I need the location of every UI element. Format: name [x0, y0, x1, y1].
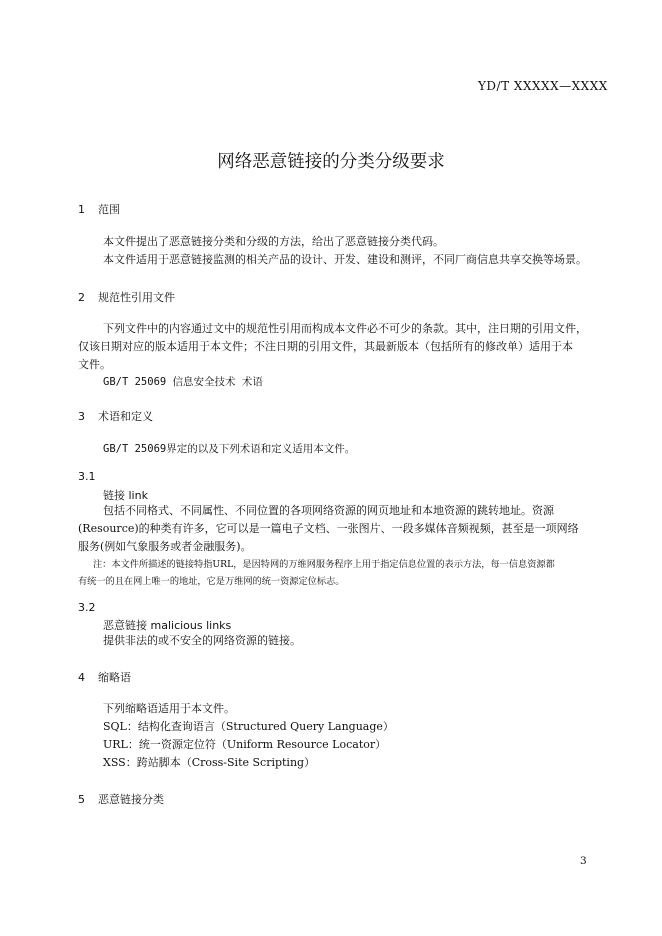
normative-reference: GB/T 25069 信息安全技术 术语 [103, 376, 263, 388]
note-line: 有统一的且在网上唯一的地址，它是万维网的统一资源定位标志。 [78, 576, 345, 587]
paragraph-line: 下列文件中的内容通过文中的规范性引用而构成本文件必不可少的条款。其中，注日期的引用文件， [103, 322, 587, 335]
term-number: 3.2 [78, 601, 96, 614]
section-4-heading [78, 669, 131, 685]
paragraph-line: 文件。 [78, 358, 111, 371]
section-5-heading [78, 791, 164, 807]
paragraph: GB/T 25069界定的以及下列术语和定义适用本文件。 [103, 443, 356, 455]
section-2-heading [78, 289, 175, 305]
section-number: 2 [78, 291, 85, 304]
term-heading: 链接 link [103, 489, 148, 502]
term-number: 3.1 [78, 470, 96, 483]
section-number: 3 [78, 410, 85, 423]
section-title: 缩略语 [98, 671, 131, 684]
note-line: 注：本文件所描述的链接特指URL，是因特网的万维网服务程序上用于指定信息位置的表示方法，每一信息资源都 [93, 559, 555, 570]
definition-line: (Resource)的种类有许多，它可以是一篇电子文档、一张图片、一段多媒体音频视频，甚至是一项网络 [78, 522, 579, 535]
abbreviation-item: SQL：结构化查询语言（Structured Query Language） [103, 720, 394, 733]
definition-line: 服务(例如气象服务或者金融服务)。 [78, 540, 252, 553]
abbreviation-item: XSS：跨站脚本（Cross-Site Scripting） [103, 756, 316, 769]
paragraph: 本文件适用于恶意链接监测的相关产品的设计、开发、建设和测评，不同厂商信息共享交换等场景。 [103, 253, 587, 266]
paragraph: 下列缩略语适用于本文件。 [103, 702, 235, 715]
term-heading: 恶意链接 malicious links [103, 619, 232, 632]
section-title: 术语和定义 [98, 410, 153, 423]
section-title: 范围 [98, 203, 120, 216]
abbreviation-item: URL：统一资源定位符（Uniform Resource Locator） [103, 738, 387, 751]
definition: 提供非法的或不安全的网络资源的链接。 [103, 634, 301, 647]
document-code: YD/T XXXXX—XXXX [478, 79, 608, 93]
paragraph: 本文件提出了恶意链接分类和分级的方法，给出了恶意链接分类代码。 [103, 235, 444, 248]
definition-line: 包括不同格式、不同属性、不同位置的各项网络资源的网页地址和本地资源的跳转地址。资源 [103, 504, 554, 517]
section-number: 4 [78, 671, 85, 684]
section-3-heading [78, 408, 153, 424]
section-1-heading [78, 201, 120, 217]
page-number: 3 [580, 855, 587, 867]
section-number: 5 [78, 793, 85, 806]
section-number: 1 [78, 203, 85, 216]
section-title: 恶意链接分类 [98, 793, 164, 806]
section-title: 规范性引用文件 [98, 291, 175, 304]
paragraph-line: 仅该日期对应的版本适用于本文件；不注日期的引用文件，其最新版本（包括所有的修改单）适用于本 [78, 340, 573, 353]
page-title: 网络恶意链接的分类分级要求 [217, 152, 445, 172]
